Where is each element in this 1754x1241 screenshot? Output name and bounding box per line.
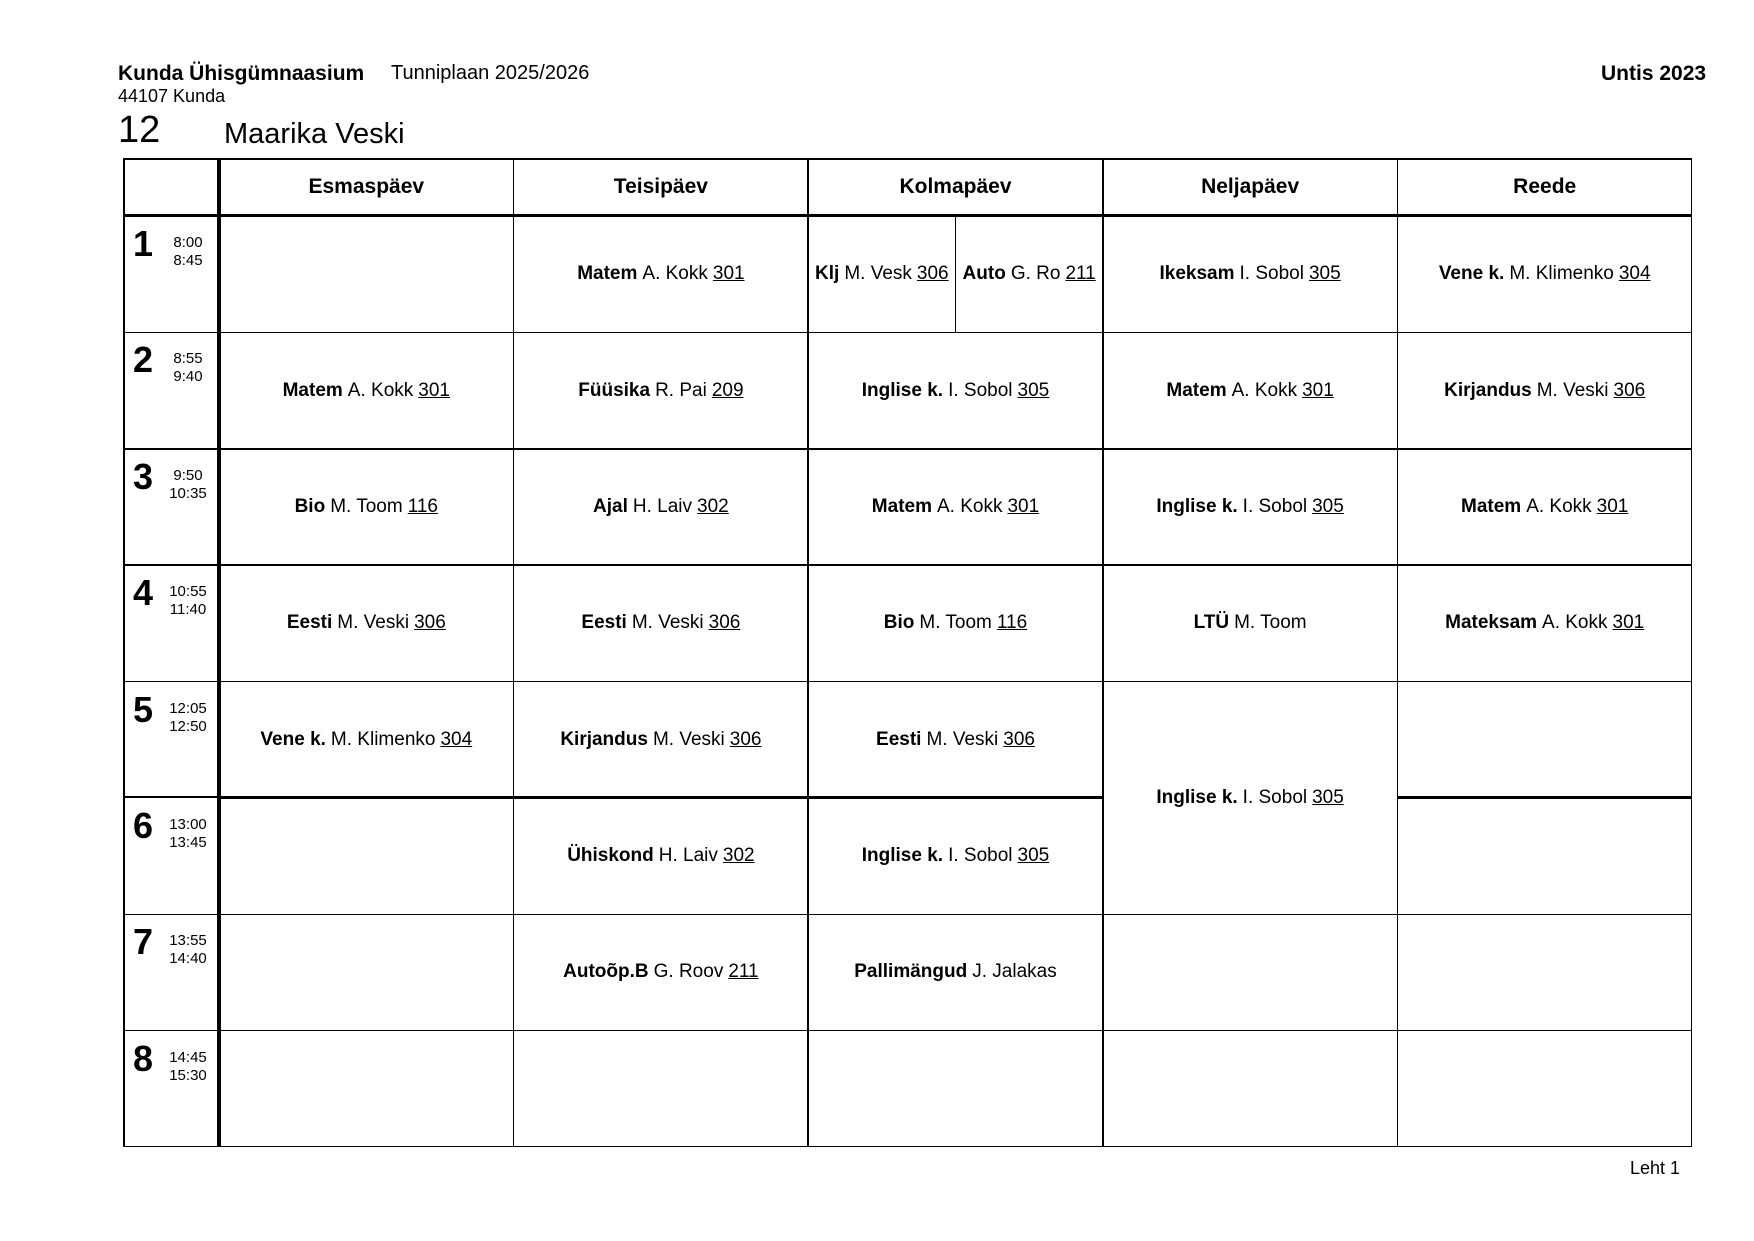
lesson-cell[interactable]	[808, 914, 1103, 1030]
page-label: Leht 1	[1630, 1158, 1681, 1178]
lesson-teacher: I. Sobol	[1239, 263, 1304, 285]
day-header: Kolmapäev	[899, 175, 1012, 198]
lesson-cell[interactable]	[808, 798, 1103, 914]
school-address: 44107 Kunda	[118, 86, 226, 106]
lesson-cell[interactable]	[514, 332, 809, 448]
lesson-teacher: H. Laiv	[632, 495, 693, 517]
lesson-room: 302	[722, 845, 755, 867]
period-label	[123, 914, 219, 1030]
lesson-teacher: M. Toom	[1234, 612, 1307, 634]
lesson-room: 211	[728, 961, 759, 983]
lesson-room: 306	[916, 263, 949, 285]
class-number: 12	[118, 109, 161, 151]
lesson-room: 305	[1312, 786, 1344, 808]
period-label	[123, 682, 219, 798]
lesson-cell[interactable]	[808, 565, 1103, 681]
lesson-subject: Eesti	[876, 728, 922, 750]
lesson-cell[interactable]	[1103, 682, 1398, 915]
lesson-room: 304	[1618, 263, 1651, 285]
lesson-subject: Matem	[871, 495, 932, 517]
period-number: 3	[133, 455, 154, 497]
lesson-teacher: A. Kokk	[642, 263, 708, 285]
lesson-subject: Kirjandus	[560, 728, 648, 750]
lesson-teacher: I. Sobol	[1242, 786, 1308, 808]
lesson-cell[interactable]	[514, 914, 809, 1030]
period-start-time: 14:45	[169, 1048, 207, 1066]
lesson-room: 301	[1007, 495, 1040, 517]
lesson-room: 116	[996, 612, 1028, 634]
period-label	[123, 332, 219, 448]
lesson-teacher: M. Klimenko	[1509, 263, 1614, 285]
lesson-teacher: I. Sobol	[948, 845, 1013, 867]
lesson-cell[interactable]	[1397, 216, 1692, 332]
lesson-teacher: J. Jalakas	[972, 961, 1057, 983]
lesson-cell[interactable]	[1397, 332, 1692, 448]
period-number: 6	[133, 804, 154, 846]
lesson-teacher: I. Sobol	[948, 379, 1013, 401]
lesson-room: 211	[1065, 263, 1096, 285]
lesson-room: 301	[1596, 495, 1629, 517]
lesson-subject: Ühiskond	[567, 845, 654, 867]
lesson-teacher: M. Veski	[652, 728, 725, 750]
grid-row-separator	[219, 1030, 514, 1032]
lesson-teacher: A. Kokk	[1542, 612, 1608, 634]
lesson-subject: Inglise k.	[861, 845, 944, 867]
lesson-cell[interactable]	[514, 216, 809, 332]
period-time	[163, 583, 213, 619]
lesson-room: 301	[1302, 379, 1334, 401]
lesson-cell[interactable]	[808, 216, 955, 332]
period-number: 7	[133, 921, 154, 963]
period-label	[123, 798, 219, 914]
lesson-cell[interactable]	[1103, 565, 1398, 681]
lesson-cell[interactable]	[514, 682, 809, 798]
period-end-time: 10:35	[169, 484, 207, 502]
lesson-teacher: A. Kokk	[347, 379, 414, 401]
lesson-teacher: M. Vesk	[844, 263, 912, 285]
grid-border-bottom	[123, 1146, 1692, 1148]
lesson-teacher: M. Veski	[337, 612, 410, 634]
lesson-room: 116	[407, 495, 438, 517]
teacher-name: Maarika Veski	[224, 118, 405, 150]
school-name: Kunda Ühisgümnaasium	[118, 62, 365, 85]
lesson-subject: Matem	[282, 379, 343, 401]
period-number: 5	[133, 688, 154, 730]
period-number: 1	[133, 223, 154, 264]
lesson-subject: Ikeksam	[1159, 263, 1235, 285]
period-end-time: 11:40	[169, 601, 207, 619]
day-header: Reede	[1513, 175, 1577, 198]
lesson-cell[interactable]	[1103, 332, 1398, 448]
period-time	[163, 1049, 213, 1085]
lesson-cell[interactable]	[514, 798, 809, 914]
lesson-subject: Matem	[577, 263, 638, 285]
timetable-grid	[123, 158, 1692, 1147]
lesson-room: 306	[414, 612, 446, 634]
period-end-time: 9:40	[173, 368, 203, 386]
lesson-subject: Auto	[962, 263, 1006, 285]
period-time	[163, 816, 213, 852]
lesson-room: 306	[1613, 379, 1646, 401]
lesson-cell[interactable]	[808, 332, 1103, 448]
lesson-cell[interactable]	[1103, 449, 1398, 565]
period-label	[123, 216, 219, 332]
period-label	[123, 565, 219, 681]
lesson-subject: Inglise k.	[861, 379, 944, 401]
period-start-time: 9:50	[173, 466, 203, 484]
grid-row-separator	[1397, 914, 1692, 916]
grid-row-separator	[1397, 1030, 1692, 1032]
period-end-time: 12:50	[169, 717, 207, 735]
period-end-time: 15:30	[169, 1066, 207, 1084]
lesson-subject: Ajal	[593, 495, 628, 517]
lesson-teacher: R. Pai	[655, 379, 707, 401]
period-number: 2	[133, 339, 154, 381]
lesson-cell[interactable]	[514, 565, 809, 681]
lesson-subject: Kirjandus	[1444, 379, 1532, 401]
period-number: 8	[133, 1037, 154, 1079]
lesson-room: 302	[697, 495, 729, 517]
lesson-room: 305	[1017, 379, 1050, 401]
lesson-subject: Pallimängud	[854, 961, 968, 983]
lesson-teacher: M. Veski	[631, 612, 704, 634]
grid-row-separator	[1103, 1030, 1398, 1032]
lesson-teacher: A. Kokk	[1231, 379, 1298, 401]
lesson-room: 305	[1017, 845, 1050, 867]
lesson-room: 209	[711, 379, 744, 401]
period-start-time: 13:00	[169, 815, 207, 833]
lesson-teacher: M. Toom	[919, 612, 992, 634]
period-time	[163, 350, 213, 386]
software-label: Untis 2023	[1601, 62, 1707, 85]
lesson-teacher: A. Kokk	[936, 495, 1003, 517]
lesson-teacher: H. Laiv	[658, 845, 718, 867]
lesson-subject: Füüsika	[578, 379, 651, 401]
lesson-teacher: G. Roov	[653, 961, 724, 983]
lesson-cell[interactable]	[808, 682, 1103, 798]
lesson-room: 304	[440, 728, 473, 750]
period-start-time: 10:55	[169, 583, 207, 601]
lesson-subject: Eesti	[581, 612, 627, 634]
lesson-subject: Vene k.	[1438, 263, 1505, 285]
period-time	[163, 467, 213, 503]
lesson-teacher: M. Veski	[1536, 379, 1609, 401]
lesson-cell[interactable]	[219, 332, 514, 448]
lesson-subject: Matem	[1461, 495, 1522, 517]
lesson-subject: Bio	[883, 612, 915, 634]
period-time	[163, 234, 213, 270]
period-label	[123, 449, 219, 565]
lesson-teacher: G. Ro	[1010, 263, 1061, 285]
lesson-teacher: A. Kokk	[1526, 495, 1592, 517]
lesson-teacher: I. Sobol	[1242, 495, 1308, 517]
grid-row-separator	[219, 914, 514, 916]
lesson-teacher: M. Toom	[330, 495, 403, 517]
lesson-cell[interactable]	[808, 449, 1103, 565]
lesson-cell[interactable]	[1397, 565, 1692, 681]
day-header: Neljapäev	[1201, 175, 1300, 198]
lesson-room: 306	[1003, 728, 1035, 750]
lesson-teacher: M. Veski	[926, 728, 999, 750]
document-title: Tunniplaan 2025/2026	[391, 62, 590, 84]
lesson-teacher: M. Klimenko	[330, 728, 436, 750]
period-time	[163, 700, 213, 736]
lesson-cell[interactable]	[219, 565, 514, 681]
lesson-subject: Inglise k.	[1156, 786, 1238, 808]
lesson-subject: Vene k.	[260, 728, 326, 750]
period-start-time: 8:00	[173, 234, 203, 251]
lesson-cell[interactable]	[219, 682, 514, 798]
period-end-time: 14:40	[169, 950, 207, 968]
lesson-subject: Bio	[294, 495, 326, 517]
day-header: Esmaspäev	[308, 175, 425, 198]
lesson-room: 301	[1612, 612, 1645, 634]
period-end-time: 8:45	[173, 252, 203, 269]
lesson-subject: Autoõp.B	[563, 961, 649, 983]
lesson-cell[interactable]	[1397, 449, 1692, 565]
lesson-room: 306	[729, 728, 762, 750]
lesson-cell[interactable]	[956, 216, 1103, 332]
period-label	[123, 1031, 219, 1147]
day-header: Teisipäev	[613, 175, 708, 198]
lesson-cell[interactable]	[1103, 216, 1398, 332]
lesson-subject: Matem	[1166, 379, 1227, 401]
lesson-room: 305	[1308, 263, 1341, 285]
period-time	[163, 932, 213, 968]
lesson-cell[interactable]	[219, 449, 514, 565]
lesson-subject: Inglise k.	[1156, 495, 1238, 517]
period-start-time: 8:55	[173, 350, 203, 368]
lesson-room: 305	[1312, 495, 1344, 517]
lesson-room: 301	[418, 379, 450, 401]
period-end-time: 13:45	[169, 833, 207, 851]
lesson-subject: Mateksam	[1445, 612, 1538, 634]
lesson-subject: LTÜ	[1193, 612, 1230, 634]
period-start-time: 12:05	[169, 699, 207, 717]
lesson-room: 301	[712, 263, 745, 285]
lesson-cell[interactable]	[514, 449, 809, 565]
period-number: 4	[133, 572, 154, 614]
lesson-subject: Eesti	[286, 612, 333, 634]
grid-row-separator	[1397, 796, 1692, 799]
lesson-room: 306	[708, 612, 741, 634]
period-start-time: 13:55	[169, 932, 207, 950]
lesson-subject: Klj	[815, 263, 840, 285]
